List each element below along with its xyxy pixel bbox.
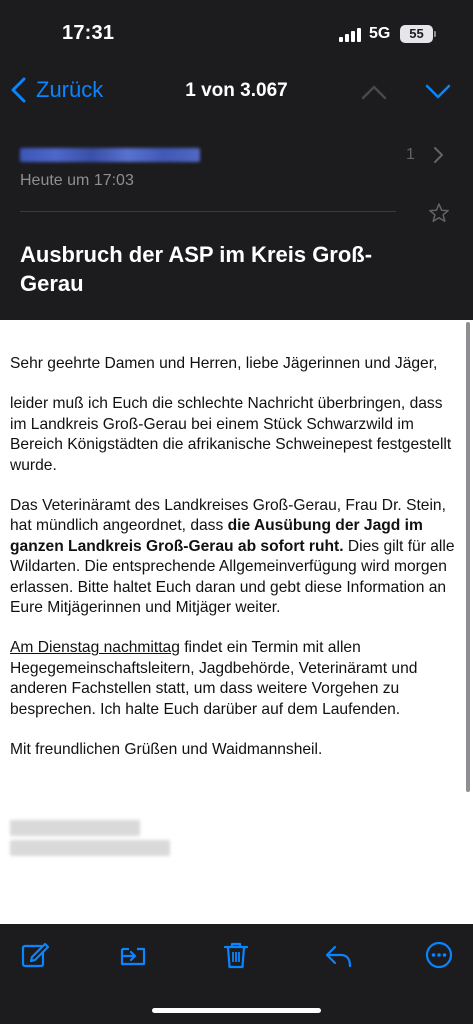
home-indicator[interactable] [152,1008,321,1013]
thread-count[interactable]: 1 [406,146,415,163]
trash-icon[interactable] [221,940,251,970]
cellular-signal-icon [339,28,361,42]
battery-icon: 55 [400,25,433,43]
sender-name-redacted[interactable] [20,148,200,162]
mail-date: Heute um 17:03 [20,172,134,189]
status-bar [0,0,473,62]
move-to-folder-icon[interactable] [118,940,148,970]
date-link[interactable]: Am Dienstag nachmittag [10,639,180,657]
signature-redacted [10,818,170,858]
star-icon[interactable] [428,202,450,224]
back-label: Zurück [36,77,104,102]
body-paragraph-news: leider muß ich Euch die schlechte Nachricht überbringen, dass im Landkreis Groß-Gerau bei einem Stück Schwarzwild im Bereich Königstädten die afrikanische Schweinepest festgestellt wurde. [10,395,452,474]
more-icon[interactable] [424,940,454,970]
order-bold-text: die Ausübung der Jagd im ganzen Landkreis Groß-Gerau ab sofort ruht. [10,517,423,555]
body-paragraph-order: Das Veterinäramt des Landkreises Groß-Gerau, Frau Dr. Stein, hat mündlich angeordnet, dass die Ausübung der Jagd im ganzen Landkreis Groß-Gerau ab sofort ruht. Dies gilt für alle Wildarten. Die entsprechende Allgemeinverfügung wird morgen erlassen. Bitte haltet Euch daran und gebt diese Information an Eure Mitjägerinnen und Mitjäger weiter. [10,497,455,617]
body-paragraph-greeting: Sehr geehrte Damen und Herren, liebe Jägerinnen und Jäger, [10,355,438,372]
network-type: 5G [369,25,391,42]
body-paragraph-closing: Mit freundlichen Grüßen und Waidmannsheil. [10,741,323,759]
reply-icon[interactable] [323,940,353,970]
mail-header [0,118,473,320]
body-paragraph-meeting: Am Dienstag nachmittag findet ein Termin mit allen Hegegemeinschaftsleitern, Jagdbehörde, Veterinäramt und anderen Fachstellen statt, um dass weitere Vorgehen zu besprechen. Ich halte Euch darüber auf dem Laufenden. [10,639,418,718]
message-counter: 1 von 3.067 [185,80,288,101]
chevron-right-icon[interactable] [432,146,444,164]
mail-body-text [10,354,462,781]
compose-icon[interactable] [20,940,50,970]
mail-body [0,320,473,924]
status-time: 17:31 [62,22,115,44]
scrollbar[interactable] [466,322,470,792]
header-divider [20,211,396,212]
mail-subject: Ausbruch der ASP im Kreis Groß-Gerau [20,242,373,296]
next-message-chevron-down-icon[interactable] [424,82,452,102]
nav-bar [0,62,473,118]
previous-message-chevron-up-icon[interactable] [360,82,388,102]
